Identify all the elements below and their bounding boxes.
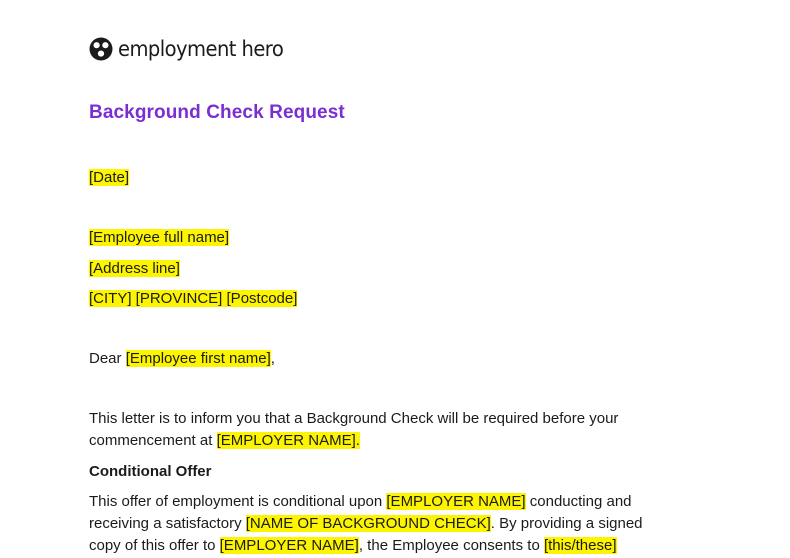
city-province-postcode-line xyxy=(89,288,297,310)
page-title: Background Check Request xyxy=(89,102,345,123)
logo-wordmark: employment hero xyxy=(118,37,284,61)
city-province-postcode-placeholder: [CITY] [PROVINCE] [Postcode] xyxy=(89,290,298,307)
date-placeholder: [Date] xyxy=(89,169,130,186)
employer-name-placeholder: [EMPLOYER NAME]. xyxy=(216,432,360,449)
offer-text-3: . By providing a signed copy of this offer to xyxy=(89,515,643,554)
intro-paragraph xyxy=(89,408,649,452)
date-line xyxy=(89,167,129,189)
intro-text: This letter is to inform you that a Background Check will be required before your commencement at xyxy=(89,410,619,449)
offer-text-1: This offer of employment is conditional upon xyxy=(89,493,387,510)
conditional-offer-heading: Conditional Offer xyxy=(89,463,212,480)
offer-text-4: , the Employee consents to xyxy=(358,537,544,554)
this-these-placeholder: [this/these] xyxy=(543,537,617,554)
employee-full-name-line xyxy=(89,227,229,249)
offer-employer-name-placeholder-2: [EMPLOYER NAME] xyxy=(219,537,359,554)
offer-text-2: conducting and receiving a satisfactory xyxy=(89,493,632,532)
greeting-line xyxy=(89,348,275,370)
background-check-name-placeholder: [NAME OF BACKGROUND CHECK] xyxy=(245,515,491,532)
greeting-prefix: Dear xyxy=(89,350,126,367)
offer-employer-name-placeholder-1: [EMPLOYER NAME] xyxy=(386,493,526,510)
employment-hero-logo-icon xyxy=(89,37,113,61)
greeting-suffix: , xyxy=(270,350,275,367)
address-line-placeholder: [Address line] xyxy=(89,260,180,277)
company-logo xyxy=(89,36,296,62)
address-line xyxy=(89,258,180,280)
employee-first-name-placeholder: [Employee first name] xyxy=(125,350,271,367)
conditional-offer-paragraph xyxy=(89,491,649,557)
employee-full-name-placeholder: [Employee full name] xyxy=(89,229,230,246)
